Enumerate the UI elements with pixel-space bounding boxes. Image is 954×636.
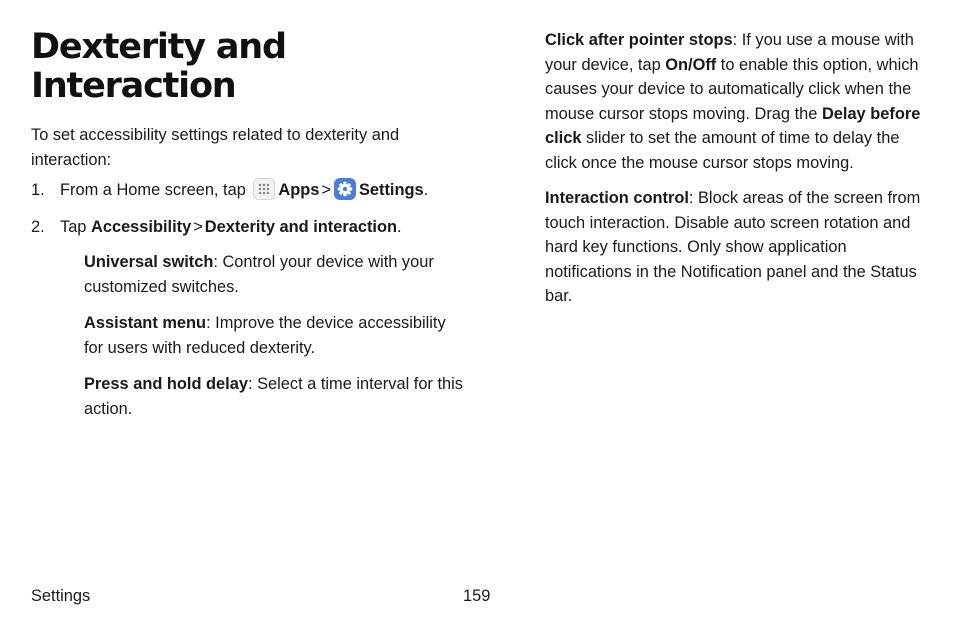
option-term: Universal switch xyxy=(84,253,214,271)
page-number: 159 xyxy=(463,587,491,605)
dexterity-label: Dexterity and interaction xyxy=(204,217,397,236)
option-desc: : Improve the device accessibility for users with reduced dexterity. xyxy=(84,314,446,357)
intro-text: To set accessibility settings related to dexterity and interaction: xyxy=(31,126,400,169)
step-1-number: 1. xyxy=(31,181,45,199)
option-desc: slider to set the amount of time to delay the click once the mouse cursor stops moving. xyxy=(545,129,900,172)
option-click-after-pointer-stops xyxy=(545,28,930,175)
settings-label: Settings xyxy=(358,181,424,199)
option-term: Click after pointer stops xyxy=(545,31,733,49)
option-assistant-menu xyxy=(84,311,464,360)
settings-gear-icon xyxy=(334,178,356,200)
option-press-hold-delay xyxy=(84,372,464,421)
onoff-label: On/Off xyxy=(665,55,717,74)
apps-grid-icon xyxy=(253,178,275,200)
chevron-right-icon: > xyxy=(321,181,331,199)
step-2-period: . xyxy=(396,217,402,236)
step-1-text: From a Home screen, tap xyxy=(60,181,246,199)
page-title-line-1: Dexterity and xyxy=(31,27,286,67)
option-desc: : Block areas of the screen from touch interaction. Disable auto screen rotation and hard key functions. Only show application notifications in the Notification panel and the Status bar. xyxy=(545,189,921,305)
left-column xyxy=(31,28,461,421)
step-2-text: Tap xyxy=(60,217,87,236)
option-desc: : Select a time interval for this action. xyxy=(84,375,463,418)
step-1 xyxy=(31,178,461,203)
option-desc: : Control your device with your customized switches. xyxy=(84,253,434,296)
chevron-right-icon: > xyxy=(193,217,203,236)
option-desc: to enable this option, which causes your device to automatically click when the mouse cursor stops moving. Drag the xyxy=(545,55,919,123)
option-desc: : If you use a mouse with your device, tap xyxy=(545,31,914,74)
option-universal-switch xyxy=(84,250,464,299)
option-term: Assistant menu xyxy=(84,314,207,332)
step-2 xyxy=(31,215,461,240)
accessibility-label: Accessibility xyxy=(91,217,192,236)
option-term: Interaction control xyxy=(545,189,689,207)
footer-section: Settings xyxy=(31,587,91,605)
delay-before-click-label: Delay before click xyxy=(545,104,921,147)
page-title xyxy=(31,28,461,106)
step-2-number: 2. xyxy=(31,217,45,236)
option-interaction-control xyxy=(545,186,930,309)
option-term: Press and hold delay xyxy=(84,375,248,393)
step-1-period: . xyxy=(423,181,429,199)
right-column xyxy=(545,28,930,309)
apps-label: Apps xyxy=(278,181,320,199)
page-title-line-2: Interaction xyxy=(31,66,236,106)
